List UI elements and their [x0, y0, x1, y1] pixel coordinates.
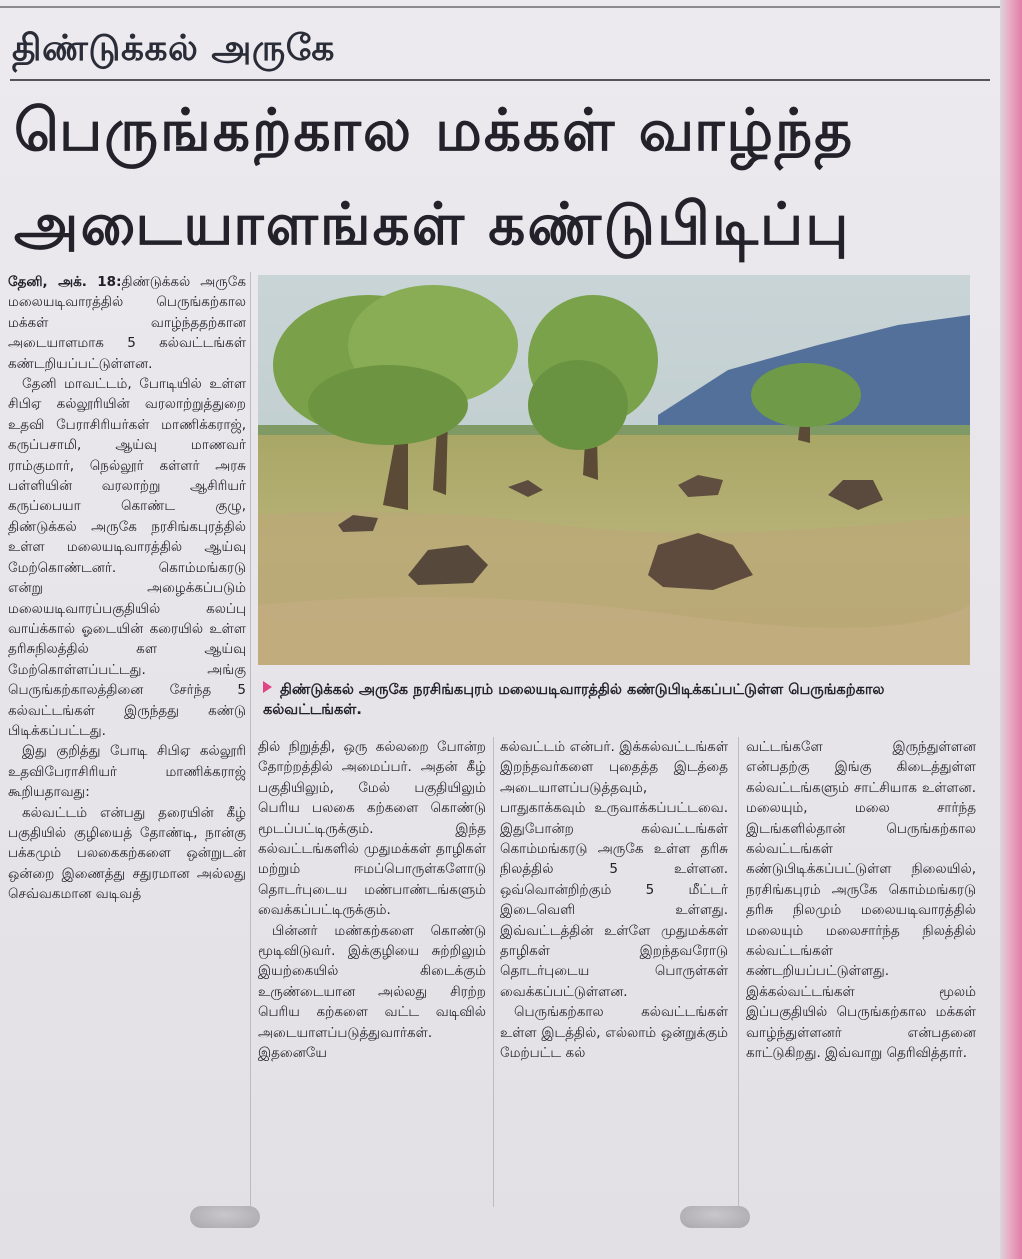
landscape-photo — [258, 275, 970, 665]
headline-line-2: அடையாளங்கள் கண்டுபிடிப்பு — [14, 190, 851, 258]
article-column-3 — [500, 737, 728, 1064]
caption-text: திண்டுக்கல் அருகே நரசிங்கபுரம் மலையடிவாரத்தில் கண்டுபிடிக்கப்பட்டுள்ள பெருங்கற்கால கல்வட்டங்கள். — [263, 682, 885, 718]
photo-caption — [263, 680, 968, 720]
paragraph: தில் நிறுத்தி, ஒரு கல்லறை போன்ற தோற்றத்தில் அமைப்பர். அதன் கீழ் பகுதியிலும், மேல் பகுதியிலும் பெரிய பலகை கற்களை கொண்டு மூடப்பட்டிருக்கும். இந்த கல்வட்டங்களில் முதுமக்கள் தாழிகள் மற்றும் ஈமப்பொருள்களோடு தொடர்புடைய மண்பாண்டங்களும் வைக்கப்பட்டிருக்கும். — [258, 739, 486, 919]
top-rule — [0, 6, 1000, 8]
binding-mark — [680, 1206, 750, 1228]
paragraph: கல்வட்டம் என்பர். இக்கல்வட்டங்கள் இறந்தவர்களை புதைத்த இடத்தை அடையாளப்படுத்தவும், பாதுகாக்கவும் உருவாக்கப்பட்டவை. இதுபோன்ற கல்வட்டங்கள் கொம்மங்கரடு அருகே உள்ள தரிசு நிலத்தில் 5 உள்ளன. ஒவ்வொன்றிற்கும் 5 மீட்டர் இடைவெளி உள்ளது. இவ்வட்டத்தின் உள்ளே முதுமக்கள் தாழிகள் இறந்தவரோடு தொடர்புடைய பொருள்கள் வைக்கப்பட்டுள்ளன. — [500, 739, 728, 1000]
article-column-4 — [746, 737, 976, 1064]
page-edge — [1000, 0, 1022, 1259]
paragraph: கல்வட்டம் என்பது தரையின் கீழ் பகுதியில் குழியைத் தோண்டி, நான்கு பக்கமும் பலகைகற்களை ஒன்றுடன் ஒன்றை இணைத்து சதுரமான அல்லது செவ்வகமான வடிவத் — [8, 804, 246, 903]
kicker-divider — [10, 79, 990, 81]
column-divider — [493, 737, 494, 1207]
article-column-2 — [258, 737, 486, 1064]
headline-line-1: பெருங்கற்கால மக்கள் வாழ்ந்த — [14, 96, 855, 164]
article-column-1 — [8, 272, 246, 905]
paragraph: இது குறித்து போடி சிபிஏ கல்லூரி உதவிபேராசிரியர் மாணிக்கராஜ் கூறியதாவது: — [8, 743, 246, 801]
article-photo — [258, 275, 970, 665]
column-divider — [250, 272, 251, 1222]
caption-arrow-icon — [263, 681, 272, 693]
paragraph: வட்டங்களே இருந்துள்ளன என்பதற்கு இங்கு கிடைத்துள்ள கல்வட்டங்களும் சாட்சியாக உள்ளன. மலையும், மலை சார்ந்த இடங்களில்தான் பெருங்கற்கால கல்வட்டங்கள் கண்டுபிடிக்கப்பட்டுள்ள நிலையில், நரசிங்கபுரம் அருகே கொம்மங்கரடு தரிசு நிலமும் மலையடிவாரத்தில் மலையும் மலைசார்ந்த நிலத்தில் கல்வட்டங்கள் கண்டறியப்பட்டுள்ளது. இக்கல்வட்டங்கள் மூலம் இப்பகுதியில் பெருங்கற்கால மக்கள் வாழ்ந்துள்ளனர் என்பதனை காட்டுகிறது. இவ்வாறு தெரிவித்தார். — [746, 739, 976, 1062]
paragraph: பெருங்கற்கால கல்வட்டங்கள் உள்ள இடத்தில், எல்லாம் ஒன்றுக்கும் மேற்பட்ட கல் — [500, 1004, 728, 1062]
paragraph: திண்டுக்கல் அருகே மலையடிவாரத்தில் பெருங்கற்கால மக்கள் வாழ்ந்ததற்கான அடையாளமாக 5 கல்வட்டங்கள் கண்டறியப்பட்டுள்ளன. — [8, 274, 246, 372]
paragraph: பின்னர் மண்கற்களை கொண்டு மூடிவிடுவர். இக்குழியை சுற்றிலும் இயற்கையில் கிடைக்கும் உருண்டையான அல்லது சிரற்ற பெரிய கற்களை வட்ட வடிவில் அடையாளப்படுத்துவார்கள். இதனையே — [258, 922, 486, 1062]
dateline: தேனி, அக். 18: — [8, 274, 122, 290]
column-divider — [738, 737, 739, 1207]
kicker-label: திண்டுக்கல் அருகே — [12, 28, 335, 69]
binding-mark — [190, 1206, 260, 1228]
paragraph: தேனி மாவட்டம், போடியில் உள்ள சிபிஏ கல்லூரியின் வரலாற்றுத்துறை உதவி பேராசிரியர்கள் மாணிக்கராஜ், கருப்பசாமி, ஆய்வு மாணவர் ராம்குமார், நெல்லூர் கள்ளர் அரசு பள்ளியின் வரலாற்று ஆசிரியர் கருப்பையா கொண்ட குழு, திண்டுக்கல் அருகே நரசிங்கபுரத்தில் உள்ள மலையடிவாரத்தில் ஆய்வு மேற்கொண்டனர். கொம்மங்கரடு என்று அழைக்கப்படும் மலையடிவாரப்பகுதியில் கலப்பு வாய்க்கால் ஓடையின் கரையில் உள்ள தரிசுநிலத்தில் கள ஆய்வு மேற்கொள்ளப்பட்டது. அங்கு பெருங்கற்காலத்தினை சேர்ந்த 5 கல்வட்டங்கள் இருந்தது கண்டு பிடிக்கப்பட்டது. — [8, 376, 246, 739]
